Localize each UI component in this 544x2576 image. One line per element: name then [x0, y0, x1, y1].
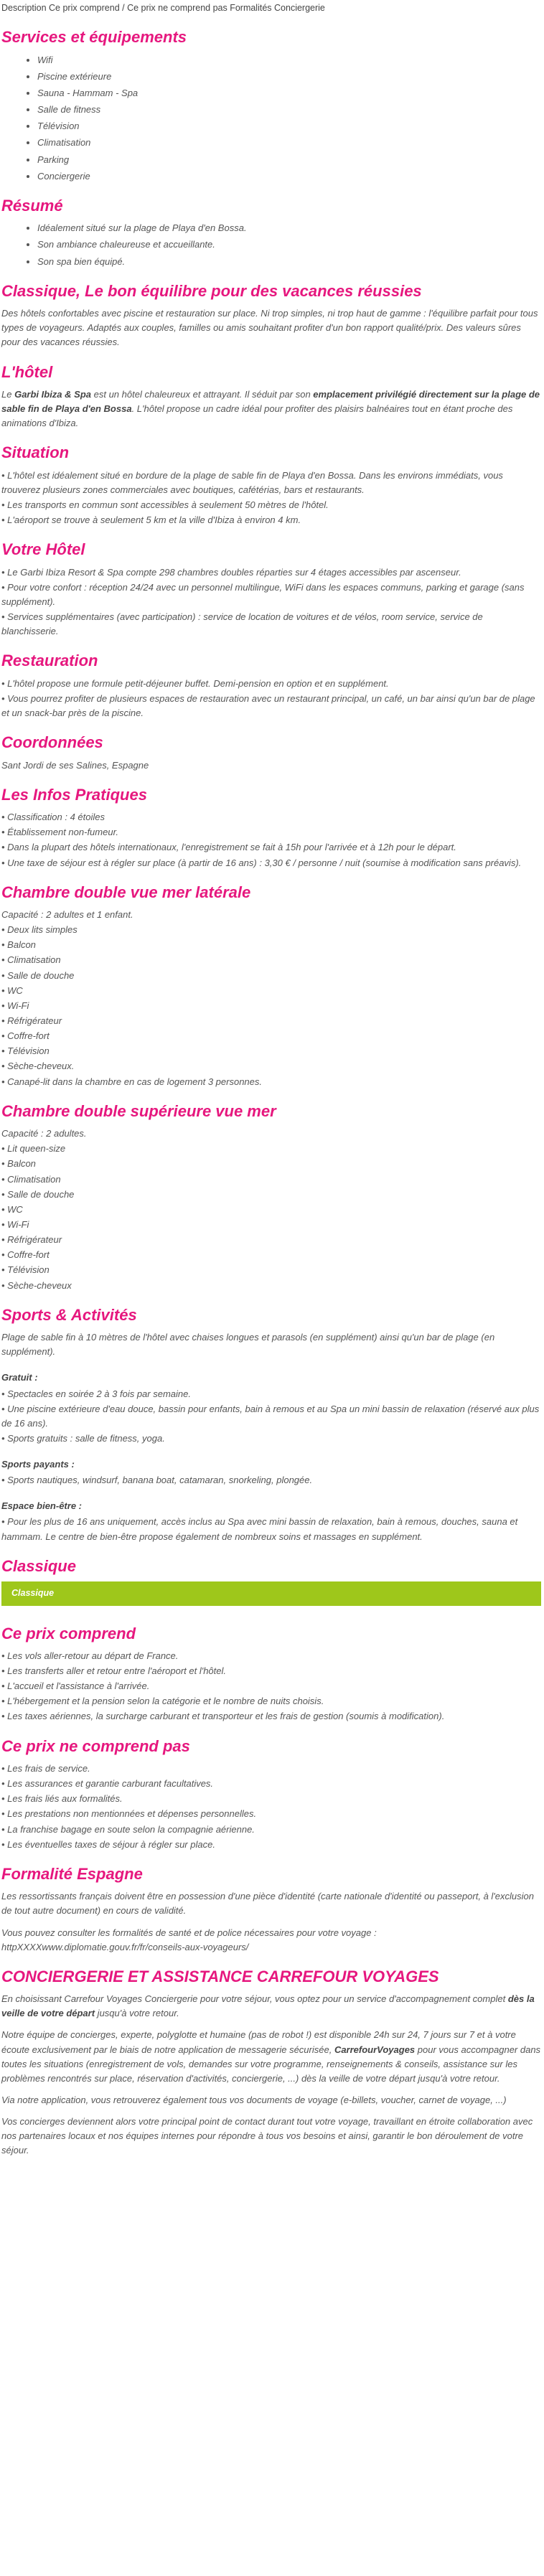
list-item: • Les vols aller-retour au départ de France. [1, 1650, 179, 1661]
conciergerie-text-1: En choisissant Carrefour Voyages Conciergerie pour votre séjour, vous optez pour un service d'accompagnement complet dès la veille de votre départ jusqu'à votre retour. [1, 1993, 535, 2019]
classique-section [1, 1557, 541, 1606]
list-item: • WC [1, 1203, 23, 1215]
chambre-laterale-title: Chambre double vue mer latérale [1, 883, 251, 901]
list-item: • Salle de douche [1, 1188, 75, 1200]
list-item: • Sauna - Hammam - Spa [37, 86, 541, 100]
classique-category-bar: Classique [1, 1581, 541, 1605]
list-item: • Les frais de service. [1, 1763, 90, 1774]
prix-comprend-lines [1, 1649, 541, 1724]
coordonnees-section [1, 733, 541, 773]
gratuit-heading: Gratuit : [1, 1372, 38, 1383]
list-item: • Services supplémentaires (avec participation) : service de location de voitures et de vélos, room service, service de blanchisserie. [1, 611, 483, 637]
chambre-laterale-lines [1, 908, 541, 1089]
services-title: Services et équipements [1, 28, 187, 47]
prix-comprend-title: Ce prix comprend [1, 1624, 136, 1642]
list-item: • Classification : 4 étoiles [1, 812, 105, 823]
list-item: • L'aéroport se trouve à seulement 5 km et la ville d'Ibiza à environ 4 km. [1, 514, 301, 526]
formalite-section [1, 1865, 541, 1955]
address: Sant Jordi de ses Salines, Espagne [1, 759, 149, 771]
restauration-section [1, 652, 541, 720]
sports-section [1, 1306, 541, 1544]
hotel-text: Le Garbi Ibiza & Spa est un hôtel chaleureux et attrayant. Il séduit par son emplacement privilégié directement sur la plage de sable fin de Playa d'en Bossa. L'hôtel propose un cadre idéal pour profiter des plaisirs balnéaires tout en étant proche des animations d'Ibiza. [1, 388, 540, 429]
chambre-superieure-section [1, 1102, 541, 1293]
conciergerie-text-3: Via notre application, vous retrouverez également tous vos documents de voyage (e-billets, voucher, carnet de voyage, ...) [1, 2095, 507, 2106]
list-item: • Télévision [1, 1264, 50, 1276]
bien-etre-heading: Espace bien-être : [1, 1500, 82, 1512]
resume-title: Résumé [1, 196, 63, 215]
list-item: • Son ambiance chaleureuse et accueillante. [37, 238, 541, 252]
classique-title: Classique [1, 1556, 76, 1575]
gratuit-lines [1, 1387, 541, 1447]
list-item: • Établissement non-fumeur. [1, 827, 119, 838]
list-item: • L'accueil et l'assistance à l'arrivée. [1, 1680, 150, 1692]
list-item: • Une taxe de séjour est à régler sur place (à partir de 16 ans) : 3,30 € / personne / nuit (soumise à modification sans préavis). [1, 857, 522, 868]
list-item: • Parking [37, 153, 541, 167]
list-item: • Pour votre confort : réception 24/24 avec un personnel multilingue, WiFi dans les espaces communs, parking et garage (sans supplément). [1, 581, 525, 607]
list-item: • Deux lits simples [1, 924, 78, 936]
formalite-text-2: Vous pouvez consulter les formalités de santé et de police nécessaires pour votre voyage : httpXXXXwww.diplomatie.gouv.fr/fr/conseils-aux-voyageurs/ [1, 1927, 377, 1952]
list-item: • Climatisation [37, 136, 541, 150]
list-item: • Les taxes aériennes, la surcharge carburant et transporteur et les frais de gestion (soumis à modification). [1, 1711, 445, 1722]
conciergerie-text-4: Vos concierges deviennent alors votre principal point de contact durant tout votre voyage, travaillant en étroite collaboration avec nos partenaires locaux et nos équipes internes pour répondre à tous vos besoins et ainsi, garantir le bon déroulement de votre séjour. [1, 2116, 533, 2156]
formalite-title: Formalité Espagne [1, 1864, 143, 1883]
prix-ne-comprend-lines [1, 1762, 541, 1852]
list-item: • Télévision [37, 119, 541, 133]
conciergerie-highlight: dès la veille de votre départ [1, 1993, 535, 2019]
conciergerie-title: CONCIERGERIE ET ASSISTANCE CARREFOUR VOYAGES [1, 1967, 439, 1985]
list-item: • Spectacles en soirée 2 à 3 fois par semaine. [1, 1388, 191, 1399]
infos-title: Les Infos Pratiques [1, 785, 147, 804]
list-item: • Conciergerie [37, 169, 541, 184]
chambre-superieure-lines [1, 1127, 541, 1293]
list-item: • Réfrigérateur [1, 1015, 62, 1027]
hotel-location-highlight: emplacement privilégié directement sur la plage de sable fin de Playa d'en Bossa [1, 388, 540, 415]
list-item: • Son spa bien équipé. [37, 255, 541, 269]
list-item: • Balcon [1, 1158, 36, 1170]
list-item: • Réfrigérateur [1, 1234, 62, 1246]
conciergerie-text-2: Notre équipe de concierges, experte, polyglotte et humaine (pas de robot !) est disponible 24h sur 24, 7 jours sur 7 et à votre écoute exclusivement par le biais de notre application de messagerie sécurisée, CarrefourVoyages pour vous accompagner dans toutes les situations (enregistrement de vols, demandes sur votre programme, renseignements & conseils, assistance sur les problèmes rencontrés sur place, réservation d'activités, conciergerie, ...) dès la veille de votre départ jusqu'à votre retour. [1, 2029, 541, 2084]
list-item: • Lit queen-size [1, 1143, 66, 1155]
sports-title: Sports & Activités [1, 1305, 137, 1324]
hotel-name: Garbi Ibiza & Spa [14, 388, 91, 400]
list-item: • Vous pourrez profiter de plusieurs espaces de restauration avec un restaurant principal, un café, un bar ainsi qu'un bar de plage et un snack-bar près de la piscine. [1, 692, 535, 719]
room-capacity: Capacité : 2 adultes. [1, 1128, 87, 1139]
prix-ne-comprend-title: Ce prix ne comprend pas [1, 1736, 190, 1755]
sports-intro: Plage de sable fin à 10 mètres de l'hôtel avec chaises longues et parasols (en supplément) ainsi qu'un bar de plage (en supplément). [1, 1332, 495, 1358]
list-item: • Salle de fitness [37, 103, 541, 117]
conciergerie-section [1, 1968, 541, 2158]
situation-title: Situation [1, 443, 70, 462]
list-item: • Wi-Fi [1, 1218, 29, 1230]
restauration-lines [1, 677, 541, 720]
restauration-title: Restauration [1, 652, 98, 670]
classique-intro-title: Classique, Le bon équilibre pour des vacances réussies [1, 281, 422, 300]
coordonnees-title: Coordonnées [1, 733, 103, 752]
list-item: • Dans la plupart des hôtels internationaux, l'enregistrement se fait à 15h pour l'arrivée et à 12h pour le départ. [1, 842, 456, 853]
list-item: • Télévision [1, 1045, 50, 1057]
list-item: • Coffre-fort [1, 1249, 50, 1261]
list-item: • Piscine extérieure [37, 70, 541, 84]
resume-list [1, 221, 541, 268]
bien-etre-lines [1, 1515, 541, 1543]
list-item: • Les éventuelles taxes de séjour à régler sur place. [1, 1838, 215, 1850]
chambre-superieure-title: Chambre double supérieure vue mer [1, 1101, 276, 1120]
payant-lines [1, 1473, 541, 1487]
list-item: • Sèche-cheveux. [1, 1061, 75, 1072]
list-item: • Idéalement situé sur la plage de Playa d'en Bossa. [37, 221, 541, 235]
services-section [1, 28, 541, 184]
list-item: • Sports nautiques, windsurf, banana boat, catamaran, snorkeling, plongée. [1, 1475, 313, 1486]
list-item: • WC [1, 984, 23, 996]
chambre-laterale-section [1, 883, 541, 1089]
situation-section [1, 443, 541, 527]
list-item: • L'hôtel propose une formule petit-déjeuner buffet. Demi-pension en option et en supplément. [1, 677, 389, 689]
list-item: • Canapé-lit dans la chambre en cas de logement 3 personnes. [1, 1076, 262, 1087]
list-item: • Le Garbi Ibiza Resort & Spa compte 298 chambres doubles réparties sur 4 étages accessibles par ascenseur. [1, 566, 461, 578]
list-item: • La franchise bagage en soute selon la compagnie aérienne. [1, 1823, 255, 1835]
conciergerie-app-name: CarrefourVoyages [334, 2044, 416, 2055]
infos-lines [1, 810, 541, 870]
hotel-title: L'hôtel [1, 362, 53, 381]
list-item: • Wifi [37, 53, 541, 67]
payant-heading: Sports payants : [1, 1459, 75, 1470]
list-item: • Les prestations non mentionnées et dépenses personnelles. [1, 1808, 257, 1820]
infos-section [1, 786, 541, 870]
prix-ne-comprend-section [1, 1737, 541, 1852]
formalite-text-1: Les ressortissants français doivent être en possession d'une pièce d'identité (carte nationale d'identité ou passeport, à l'exclusion de tout autre document) en cours de validité. [1, 1891, 534, 1917]
list-item: • Climatisation [1, 1173, 61, 1185]
classique-intro-section [1, 282, 541, 350]
room-capacity: Capacité : 2 adultes et 1 enfant. [1, 909, 133, 921]
list-item: • Sports gratuits : salle de fitness, yoga. [1, 1432, 165, 1444]
list-item: • Les frais liés aux formalités. [1, 1793, 123, 1805]
list-item: • Climatisation [1, 954, 61, 966]
situation-lines [1, 469, 541, 528]
page [0, 1, 544, 2158]
list-item: • Les transferts aller et retour entre l'aéroport et l'hôtel. [1, 1665, 227, 1677]
votre-hotel-title: Votre Hôtel [1, 540, 85, 559]
list-item: • Salle de douche [1, 969, 75, 981]
hotel-section [1, 363, 541, 431]
list-item: • Wi-Fi [1, 1000, 29, 1011]
list-item: • Balcon [1, 939, 36, 951]
list-item: • Pour les plus de 16 ans uniquement, accès inclus au Spa avec mini bassin de relaxation, bain à remous, douches, sauna et hammam. Le centre de bien-être propose également de nombreux soins et massages en supplément. [1, 1516, 518, 1542]
breadcrumb: Description Ce prix comprend / Ce prix ne comprend pas Formalités Conciergerie [1, 3, 325, 13]
classique-intro-text: Des hôtels confortables avec piscine et restauration sur place. Ni trop simples, ni trop haut de gamme : l'équilibre parfait pour tous types de voyageurs. Adaptés aux couples, familles ou amis souhaitant profiter d'un bon rapport qualité/prix. Des valeurs sûres pour des vacances réussies. [1, 308, 538, 348]
resume-section [1, 197, 541, 269]
prix-comprend-section [1, 1625, 541, 1724]
list-item: • L'hébergement et la pension selon la catégorie et le nombre de nuits choisis. [1, 1696, 324, 1707]
list-item: • Les assurances et garantie carburant facultatives. [1, 1778, 214, 1790]
list-item: • Coffre-fort [1, 1030, 50, 1042]
votre-hotel-section [1, 540, 541, 639]
list-item: • L'hôtel est idéalement situé en bordure de la plage de sable fin de Playa d'en Bossa. Dans les environs immédiats, vous trouverez plusieurs zones commerciales avec boutiques, cafétérias, bars et restaurants. [1, 469, 503, 495]
services-list [1, 53, 541, 184]
list-item: • Sèche-cheveux [1, 1279, 72, 1291]
list-item: • Les transports en commun sont accessibles à seulement 50 mètres de l'hôtel. [1, 499, 329, 510]
list-item: • Une piscine extérieure d'eau douce, bassin pour enfants, bain à remous et au Spa un mini bassin de relaxation (réservé aux plus de 16 ans). [1, 1403, 540, 1429]
votre-hotel-lines [1, 565, 541, 639]
